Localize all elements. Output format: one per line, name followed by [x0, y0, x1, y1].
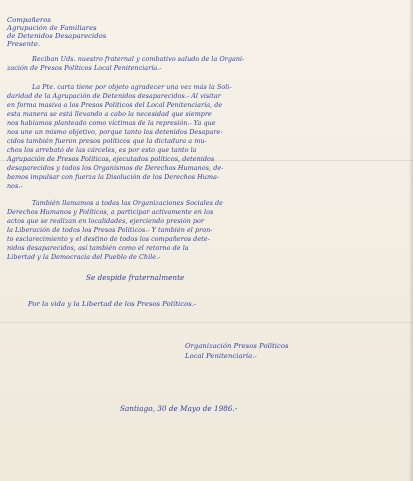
farewell-line: Se despide fraternalmente	[86, 273, 185, 282]
salutation-line-3: de Detenidos Desaparecidos	[7, 32, 107, 40]
paragraph-1-line-5: nos habíamos planteado como víctimas de la represión.- Ya que	[7, 119, 216, 127]
paragraph-1-line-10: desaparecidos y todos los Organismos de Derechos Humanos, de-	[7, 164, 224, 172]
paper-crease	[0, 322, 413, 323]
paragraph-2-line-5: to esclarecimiento y el destino de todos los compañeros dete-	[7, 235, 210, 243]
intro-line-2: zación de Presos Políticos Local Penitenciaría.-	[7, 64, 162, 72]
paragraph-1-line-7: cidos también fueron presos políticos que la dictadura a mu-	[7, 137, 207, 145]
signature-line-2: Local Penitenciaría.-	[185, 352, 257, 360]
salutation-line-4: Presente.	[7, 40, 41, 48]
paragraph-2-line-6: nidos desaparecidos, así también como el retorno de la	[7, 244, 189, 252]
place-date-line: Santiago, 30 de Mayo de 1986.-	[120, 404, 238, 413]
motto-line: Por la vida y la Libertad de los Presos Políticos.-	[28, 300, 197, 308]
paragraph-1-line-1: La Pte. carta tiene por objeto agradecer una vez más la Soli-	[32, 83, 232, 91]
intro-line-1: Reciban Uds. nuestro fraternal y combativo saludo de la Organi-	[32, 55, 245, 63]
salutation-line-2: Agrupación de Familiares	[7, 24, 97, 32]
paragraph-1-line-9: Agrupación de Presos Políticos, ejecutados políticos, detenidos	[7, 155, 215, 163]
paragraph-1-line-4: esta manera se está llevando a cabo la necesidad que siempre	[7, 110, 212, 118]
signature-line-1: Organización Presos Políticos	[185, 342, 289, 350]
salutation-line-1: Compañeros	[7, 16, 51, 24]
paragraph-1-line-3: en forma masiva a los Presos Políticos del Local Penitenciaría, de	[7, 101, 223, 109]
paragraph-1-line-12: nos.-	[7, 182, 23, 190]
paper-edge-shadow	[409, 0, 413, 481]
paragraph-2-line-2: Derechos Humanos y Políticos, a participar activamente en los	[7, 208, 214, 216]
paragraph-2-line-4: la Liberación de todos los Presos Políticos.- Y también el pron-	[7, 226, 213, 234]
paragraph-1-line-2: daridad de la Agrupación de Detenidos desaparecidos.- Al visitar	[7, 92, 221, 100]
paragraph-1-line-8: chos los arrebató de las cárceles, es por esto que tanto la	[7, 146, 197, 154]
paragraph-1-line-6: nos une un mismo objetivo, porque tanto los detenidos Desapare-	[7, 128, 223, 136]
paragraph-2-line-3: actos que se realizan en localidades, ejerciendo presión por	[7, 217, 205, 225]
paragraph-2-line-7: Libertad y la Democracia del Pueblo de Chile.-	[7, 253, 161, 261]
paragraph-2-line-1: También llamamos a todas las Organizaciones Sociales de	[32, 199, 223, 207]
paragraph-1-line-11: bemos impulsar con fuerza la Disolución de los Derechos Huma-	[7, 173, 220, 181]
